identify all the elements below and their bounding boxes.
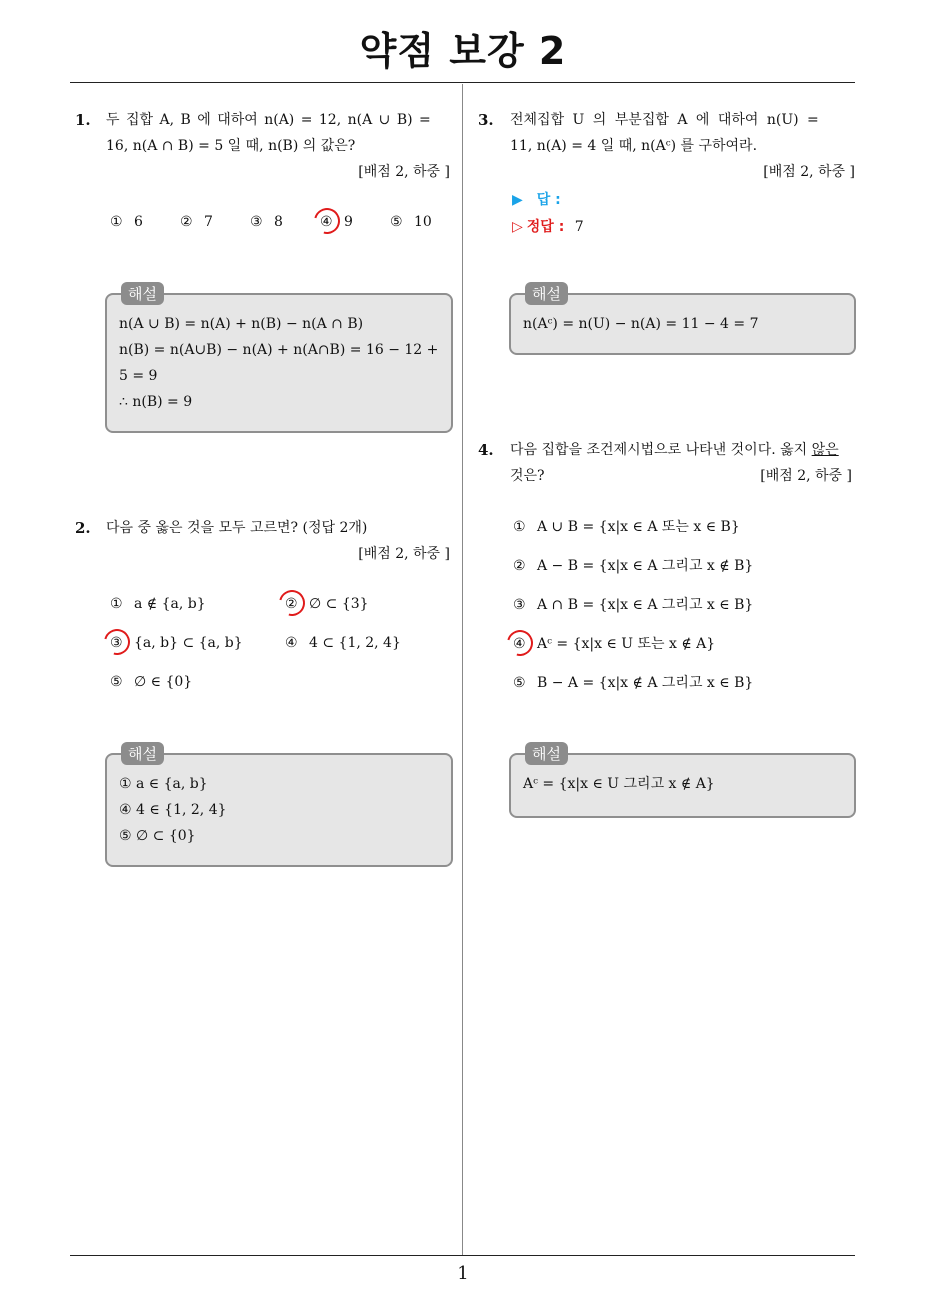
question-meta: [배점 2, 하중 ]: [358, 546, 450, 562]
column-divider: [462, 84, 463, 1255]
question-text: 두 집합 A, B 에 대하여 n(A) = 12, n(A ∪ B) = 16, n(A ∩ B) = 5 일 때, n(B) 의 값은?: [106, 112, 431, 154]
choice-5[interactable]: ⑤ B − A = {x|x ∉ A 그리고 x ∈ B}: [513, 675, 754, 691]
question-text: 다음 중 옳은 것을 모두 고르면? (정답 2개): [106, 520, 368, 536]
question-text: 전체집합 U 의 부분집합 A 에 대하여 n(U) = 11, n(A) = 4 일 때, n(Aᶜ) 를 구하여라.: [510, 112, 819, 154]
question-meta: [배점 2, 하중 ]: [358, 164, 450, 180]
solution-tag: 해설: [121, 742, 164, 765]
question-number: 3.: [478, 111, 494, 129]
solution-body: Aᶜ = {x|x ∈ U 그리고 x ∉ A}: [523, 776, 715, 792]
question-number: 4.: [478, 441, 494, 459]
choice-2[interactable]: ② 7: [180, 214, 213, 230]
solution-tag: 해설: [121, 282, 164, 305]
choice-4[interactable]: ④ 4 ⊂ {1, 2, 4}: [285, 635, 401, 651]
choice-1[interactable]: ① A ∪ B = {x|x ∈ A 또는 x ∈ B}: [513, 519, 740, 535]
play-arrow-icon: ▶: [512, 192, 523, 208]
choice-1[interactable]: ① a ∉ {a, b}: [110, 596, 206, 612]
bottom-rule: [70, 1255, 855, 1256]
question-number: 1.: [75, 111, 91, 129]
choice-4[interactable]: ④ Aᶜ = {x|x ∈ U 또는 x ∉ A}: [513, 633, 715, 655]
choice-2[interactable]: ② A − B = {x|x ∈ A 그리고 x ∉ B}: [513, 558, 754, 574]
question-text: 다음 집합을 조건제시법으로 나타낸 것이다. 옳지 않은 것은?: [510, 442, 839, 484]
top-rule: [70, 82, 855, 83]
solution-body: n(Aᶜ) = n(U) − n(A) = 11 − 4 = 7: [523, 316, 759, 332]
choice-3[interactable]: ③ 8: [250, 214, 283, 230]
page-number: 1: [457, 1263, 469, 1284]
choice-4[interactable]: ④ 9: [320, 211, 353, 233]
solution-box: [105, 745, 453, 867]
choice-5[interactable]: ⑤ 10: [390, 214, 432, 230]
solution-box: [105, 285, 453, 433]
question-number: 2.: [75, 519, 91, 537]
solution-body: n(A ∪ B) = n(A) + n(B) − n(A ∩ B) n(B) = n(A∪B) − n(A) + n(A∩B) = 16 − 12 + 5 = 9 ∴ n(B) = 9: [119, 316, 439, 410]
page-title: 약점 보강 2: [359, 29, 567, 73]
choice-1[interactable]: ① 6: [110, 214, 143, 230]
choice-2[interactable]: ② ∅ ⊂ {3}: [285, 593, 369, 615]
correct-value: 7: [574, 219, 584, 235]
solution-tag: 해설: [525, 282, 568, 305]
emphasis-underline: 않은: [811, 442, 839, 458]
choice-5[interactable]: ⑤ ∅ ∈ {0}: [110, 674, 193, 690]
solution-box: [509, 745, 856, 818]
solution-tag: 해설: [525, 742, 568, 765]
solution-body: ① a ∈ {a, b} ④ 4 ∈ {1, 2, 4} ⑤ ∅ ⊂ {0}: [119, 776, 227, 844]
choice-3[interactable]: ③ {a, b} ⊂ {a, b}: [110, 632, 243, 654]
outline-arrow-icon: ▷: [512, 219, 523, 235]
correct-label: 정답 :: [526, 219, 565, 235]
solution-box: [509, 285, 856, 355]
question-meta: [배점 2, 하중 ]: [760, 468, 852, 484]
question-meta: [배점 2, 하중 ]: [763, 164, 855, 180]
answer-input-row[interactable]: [512, 187, 561, 213]
correct-answer-row: [512, 214, 584, 240]
choice-3[interactable]: ③ A ∩ B = {x|x ∈ A 그리고 x ∈ B}: [513, 597, 754, 613]
answer-label: 답 :: [536, 192, 561, 208]
